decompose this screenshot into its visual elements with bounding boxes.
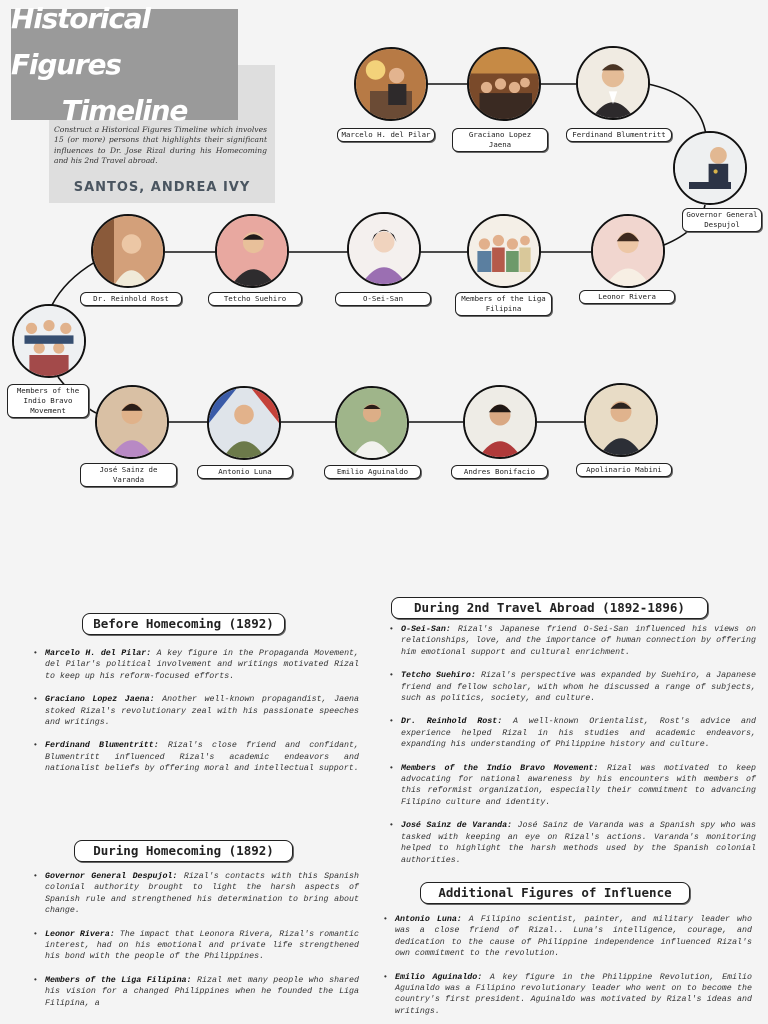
figure-name: Tetcho Suehiro:: [401, 671, 476, 681]
section-title-second-travel: During 2nd Travel Abroad (1892-1896): [391, 597, 708, 619]
label-andres-bonifacio: Andres Bonifacio: [451, 465, 548, 479]
figure-name: Marcelo H. del Pilar:: [45, 649, 152, 658]
list-item: [389, 763, 756, 809]
portrait-image: [337, 388, 407, 458]
list-item: [33, 740, 359, 774]
list-additional-figures: [383, 914, 752, 1024]
label-blumentritt: Ferdinand Blumentritt: [566, 128, 672, 142]
portrait-sainz-de-varanda: [95, 385, 169, 459]
label-apolinario-mabini: Apolinario Mabini: [576, 463, 672, 477]
portrait-apolinario-mabini: [584, 383, 658, 457]
label-despujol: Governor General Despujol: [682, 208, 762, 232]
section-title-additional-figures: Additional Figures of Influence: [420, 882, 690, 904]
label-tetcho-suehiro: Tetcho Suehiro: [208, 292, 302, 306]
list-item: [389, 670, 756, 704]
portrait-leonor-rivera: [591, 214, 665, 288]
figure-description: A key figure in the Philippine Revolution, Emilio Aguinaldo was a Filipino revolutionary leader who went on to become the country's first president. Aguinaldo was motivated by Rizal's ideas and writings.: [395, 972, 752, 1016]
figure-name: Members of the Liga Filipina:: [45, 975, 192, 985]
figure-description: José Sainz de Varanda was a Spanish spy who was tasked with keeping an eye on Rizal's actions. Varanda's monitoring helped to highlight the harsh methods used by the Spanish colonial authorities.: [401, 821, 756, 865]
portrait-image: [593, 216, 663, 286]
portrait-image: [209, 388, 279, 458]
label-lopez-jaena: Graciano Lopez Jaena: [452, 128, 548, 152]
figure-name: Governor General Despujol:: [45, 872, 178, 881]
assignment-description: Construct a Historical Figures Timeline which involves 15 (or more) persons that highlights their significant influences to Dr. Jose Rizal during his Homecoming and his 2nd Travel abroad.: [54, 125, 267, 166]
portrait-image: [586, 385, 656, 455]
label-liga-filipina: Members of the Liga Filipina: [455, 292, 552, 316]
portrait-image: [97, 387, 167, 457]
label-leonor-rivera: Leonor Rivera: [579, 290, 675, 304]
list-item: [389, 716, 756, 750]
section-title-during-homecoming: During Homecoming (1892): [74, 840, 293, 862]
figure-description: Rizal's Japanese friend O-Sei-San influenced his views on relationships, love, and the importance of human connection by offering him emotional support and cultural enrichment.: [401, 625, 756, 657]
figure-description: A Filipino scientist, painter, and military leader who was a close friend of Rizal.. Luna's intelligence, courage, and dedication to the cause of Philippine independence influenced Rizal's own commitment to the revolution.: [395, 915, 752, 959]
label-indio-bravo: Members of the Indio Bravo Movement: [7, 384, 89, 418]
list-item: [33, 975, 359, 1009]
portrait-indio-bravo: [12, 304, 86, 378]
list-item: [33, 694, 359, 728]
portrait-image: [349, 214, 419, 284]
portrait-image: [356, 49, 426, 119]
section-title-before-homecoming: Before Homecoming (1892): [82, 613, 285, 635]
portrait-blumentritt: [576, 46, 650, 120]
list-item: [389, 624, 756, 658]
label-del-pilar: Marcelo H. del Pilar: [337, 128, 435, 142]
figure-description: Another well-known propagandist, Jaena stoked Rizal's revolutionary zeal with his passionate speeches and writings.: [45, 695, 360, 728]
list-item: [33, 929, 359, 963]
portrait-antonio-luna: [207, 386, 281, 460]
portrait-image: [675, 133, 745, 203]
figure-description: Rizal was motivated to keep advocating for national awareness by his encounters with members of this reformist organization, especially their commitment to advancing Filipino culture and identity.: [401, 763, 756, 807]
figure-name: Dr. Reinhold Rost:: [401, 717, 503, 727]
label-emilio-aguinaldo: Emilio Aguinaldo: [324, 465, 421, 479]
list-before-homecoming: [33, 648, 359, 787]
portrait-andres-bonifacio: [463, 385, 537, 459]
label-sainz-de-varanda: José Sainz de Varanda: [80, 463, 177, 487]
list-item: [383, 914, 752, 960]
portrait-image: [469, 49, 539, 119]
portrait-o-sei-san: [347, 212, 421, 286]
portrait-despujol: [673, 131, 747, 205]
figure-name: Emilio Aguinaldo:: [395, 972, 483, 982]
author-name: SANTOS, ANDREA IVY: [73, 180, 251, 195]
portrait-image: [93, 216, 163, 286]
portrait-image: [469, 216, 539, 286]
figure-description: A well-known Orientalist, Rost's advice and experience helped Rizal in his studies and academic endeavors, expanding his understanding of Philippine history and culture.: [401, 717, 756, 750]
figure-description: Rizal's close friend and confidant, Blumentritt influenced Rizal's academic endeavors and nationalist beliefs by offering moral and intellectual support.: [45, 741, 359, 774]
list-item: [383, 972, 752, 1018]
list-item: [33, 871, 359, 917]
label-o-sei-san: O-Sei-San: [335, 292, 431, 306]
portrait-image: [578, 48, 648, 118]
figure-name: Antonio Luna:: [395, 915, 462, 924]
portrait-image: [14, 306, 84, 376]
portrait-tetcho-suehiro: [215, 214, 289, 288]
portrait-lopez-jaena: [467, 47, 541, 121]
portrait-liga-filipina: [467, 214, 541, 288]
label-reinhold-rost: Dr. Reinhold Rost: [80, 292, 182, 306]
list-second-travel: [389, 624, 756, 878]
figure-name: Members of the Indio Bravo Movement:: [401, 763, 599, 773]
label-antonio-luna: Antonio Luna: [197, 465, 293, 479]
portrait-emilio-aguinaldo: [335, 386, 409, 460]
figure-description: Rizal's contacts with this Spanish colonial authority brought to light the harsh aspects of Spanish rule and strengthened his determination to bring about change.: [45, 872, 359, 916]
figure-name: Leonor Rivera:: [45, 929, 115, 939]
list-item: [33, 648, 359, 682]
list-item: [389, 820, 756, 866]
portrait-image: [217, 216, 287, 286]
portrait-reinhold-rost: [91, 214, 165, 288]
list-during-homecoming: [33, 871, 359, 1021]
page-title-line2: Timeline: [61, 93, 188, 127]
portrait-image: [465, 387, 535, 457]
figure-description: Rizal met many people who shared his vision for a changed Philippines when he founded the Liga Filipina, a: [45, 975, 359, 1008]
figure-name: José Sainz de Varanda:: [401, 821, 513, 831]
figure-description: Rizal's perspective was expanded by Suehiro, a Japanese friend and fellow scholar, with whom he discussed a range of subjects, such as politics, society, and culture.: [401, 671, 756, 704]
figure-name: O-Sei-San:: [401, 625, 451, 634]
page-title-line1: Historical Figures: [11, 1, 150, 81]
figure-name: Graciano Lopez Jaena:: [45, 695, 155, 705]
portrait-del-pilar: [354, 47, 428, 121]
figure-description: A key figure in the Propaganda Movement, del Pilar's political involvement and writings motivated Rizal to keep up his reform-focused efforts.: [45, 649, 360, 681]
figure-name: Ferdinand Blumentritt:: [45, 741, 159, 751]
figure-description: The impact that Leonora Rivera, Rizal's romantic interest, had on his emotional and private life strengthened his bond with the people of the Philippines.: [45, 929, 359, 962]
